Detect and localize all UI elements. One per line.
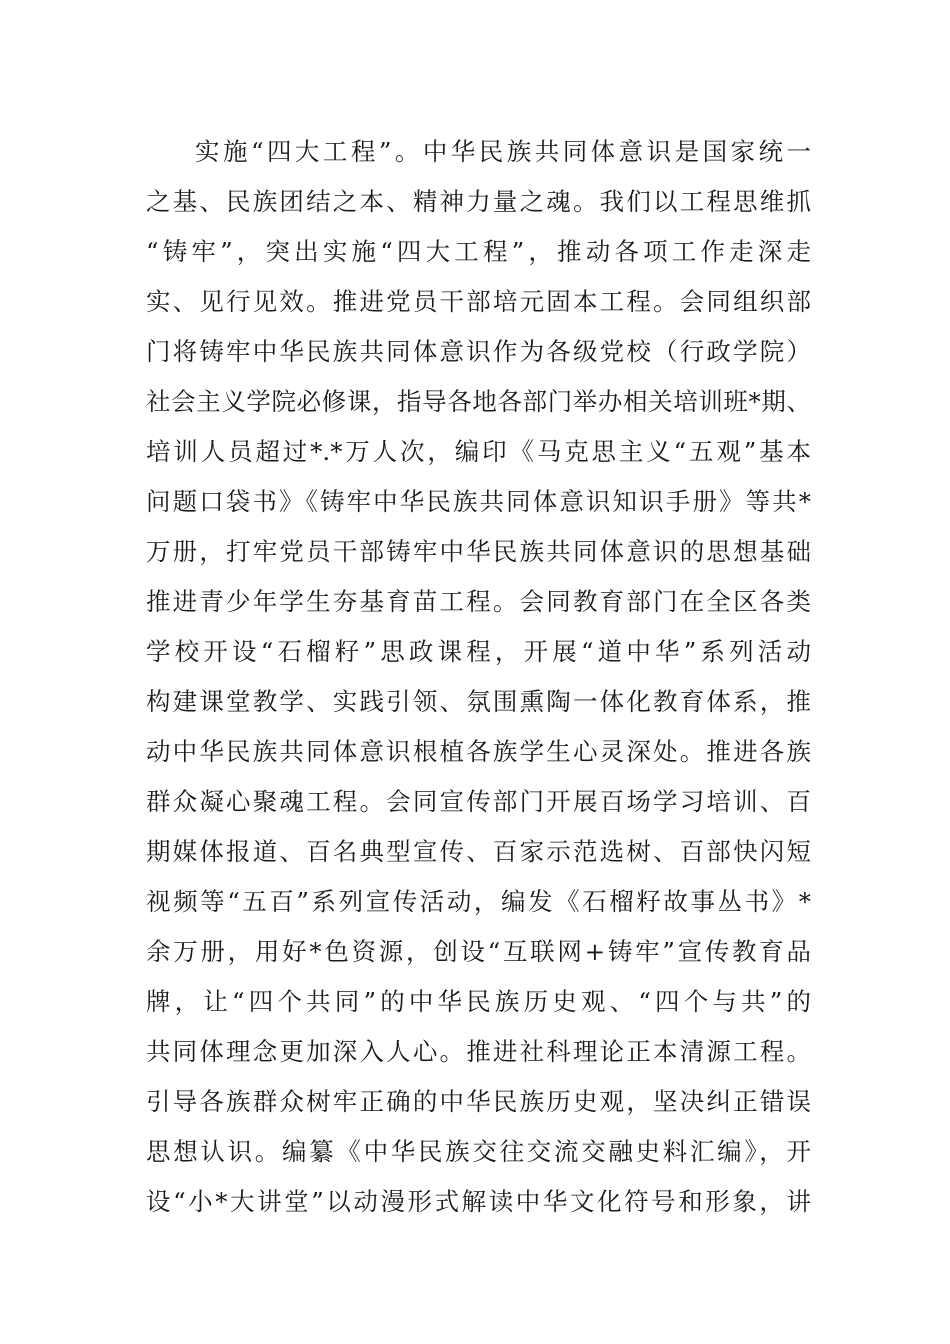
text-line: 之基、民族团结之本、精神力量之魂。我们以工程思维抓 bbox=[146, 187, 811, 216]
text-line: 动中华民族共同体意识根植各族学生心灵深处。推进各族 bbox=[146, 737, 811, 766]
text-line: “铸牢”，突出实施“四大工程”，推动各项工作走深走 bbox=[146, 237, 811, 266]
text-line: 牌，让“四个共同”的中华民族历史观、“四个与共”的 bbox=[146, 987, 811, 1016]
text-line: 门将铸牢中华民族共同体意识作为各级党校（行政学院） bbox=[146, 337, 811, 366]
text-line: 社会主义学院必修课，指导各地各部门举办相关培训班*期、 bbox=[146, 387, 811, 416]
text-line: 思想认识。编纂《中华民族交往交流交融史料汇编》，开 bbox=[146, 1137, 811, 1166]
text-line: 余万册，用好*色资源，创设“互联网+铸牢”宣传教育品 bbox=[146, 937, 811, 966]
text-line: 构建课堂教学、实践引领、氛围熏陶一体化教育体系，推 bbox=[146, 687, 811, 716]
text-line: 共同体理念更加深入人心。推进社科理论正本清源工程。 bbox=[146, 1037, 811, 1066]
text-line: 引导各族群众树牢正确的中华民族历史观，坚决纠正错误 bbox=[146, 1087, 811, 1116]
text-line: 群众凝心聚魂工程。会同宣传部门开展百场学习培训、百 bbox=[146, 787, 811, 816]
text-line: 视频等“五百”系列宣传活动，编发《石榴籽故事丛书》* bbox=[146, 887, 811, 916]
text-line: 问题口袋书》《铸牢中华民族共同体意识知识手册》等共* bbox=[146, 487, 811, 516]
text-line: 实施“四大工程”。中华民族共同体意识是国家统一 bbox=[195, 137, 811, 166]
text-line: 培训人员超过*.*万人次，编印《马克思主义“五观”基本 bbox=[146, 437, 811, 466]
text-line: 实、见行见效。推进党员干部培元固本工程。会同组织部 bbox=[146, 287, 811, 316]
text-line: 学校开设“石榴籽”思政课程，开展“道中华”系列活动 bbox=[146, 637, 811, 666]
text-line: 设“小*大讲堂”以动漫形式解读中华文化符号和形象，讲 bbox=[146, 1187, 811, 1216]
body-paragraph bbox=[146, 127, 811, 1227]
text-line: 万册，打牢党员干部铸牢中华民族共同体意识的思想基础 bbox=[146, 537, 811, 566]
text-line: 期媒体报道、百名典型宣传、百家示范选树、百部快闪短 bbox=[146, 837, 811, 866]
text-line: 推进青少年学生夯基育苗工程。会同教育部门在全区各类 bbox=[146, 587, 811, 616]
